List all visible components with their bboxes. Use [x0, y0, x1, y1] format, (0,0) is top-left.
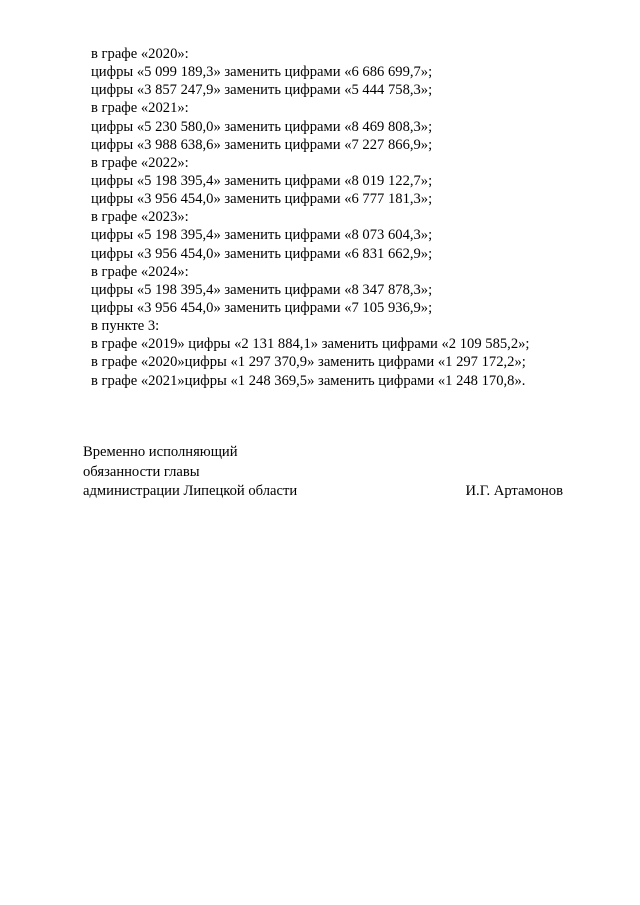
- signatory-row: [83, 482, 563, 502]
- text-line: в графе «2022»:: [91, 154, 189, 171]
- text-line: цифры «5 198 395,4» заменить цифрами «8 347 878,3»;: [91, 281, 433, 298]
- signatory-title-line: администрации Липецкой области: [83, 483, 298, 499]
- text-line: в графе «2023»:: [91, 209, 189, 226]
- text-line: в графе «2021»цифры «1 248 369,5» заменить цифрами «1 248 170,8».: [91, 372, 526, 389]
- signatory-name: И.Г. Артамонов: [465, 483, 563, 499]
- text-line: в графе «2024»:: [91, 263, 189, 280]
- signature-block: [83, 443, 563, 502]
- text-line: цифры «5 099 189,3» заменить цифрами «6 686 699,7»;: [91, 64, 433, 81]
- amendment-text: [91, 45, 611, 390]
- signatory-title-line: обязанности главы: [83, 463, 200, 480]
- text-line: цифры «3 956 454,0» заменить цифрами «7 105 936,9»;: [91, 299, 433, 316]
- text-line: в графе «2020»цифры «1 297 370,9» заменить цифрами «1 297 172,2»;: [91, 354, 526, 371]
- text-line: цифры «5 198 395,4» заменить цифрами «8 073 604,3»;: [91, 227, 433, 244]
- text-line: в графе «2021»:: [91, 100, 189, 117]
- text-line: в графе «2019» цифры «2 131 884,1» заменить цифрами «2 109 585,2»;: [91, 336, 530, 353]
- text-line: цифры «5 230 580,0» заменить цифрами «8 469 808,3»;: [91, 118, 433, 135]
- text-line: цифры «3 956 454,0» заменить цифрами «6 777 181,3»;: [91, 191, 433, 208]
- text-line: цифры «3 857 247,9» заменить цифрами «5 444 758,3»;: [91, 82, 433, 99]
- text-line: цифры «3 956 454,0» заменить цифрами «6 831 662,9»;: [91, 245, 433, 262]
- text-line: цифры «3 988 638,6» заменить цифрами «7 227 866,9»;: [91, 136, 433, 153]
- text-line: в графе «2020»:: [91, 46, 189, 62]
- signatory-title-line: Временно исполняющий: [83, 444, 238, 460]
- text-line: цифры «5 198 395,4» заменить цифрами «8 019 122,7»;: [91, 172, 433, 189]
- text-line: в пункте 3:: [91, 318, 160, 335]
